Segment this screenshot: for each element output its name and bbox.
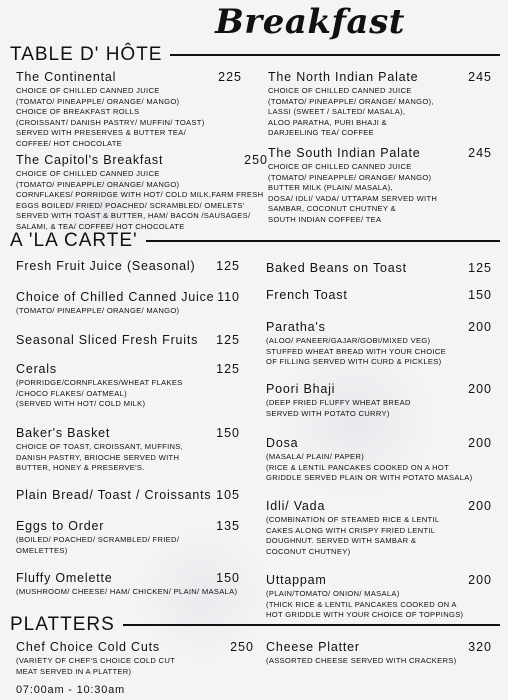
item-name: Seasonal Sliced Fresh Fruits xyxy=(16,333,199,347)
item-description xyxy=(16,442,240,474)
description-line: (BOILED/ POACHED/ SCRAMBLED/ FRIED/ xyxy=(16,535,180,544)
item-price: 200 xyxy=(468,436,492,450)
menu-item-canned-juice xyxy=(16,290,240,317)
item-price: 150 xyxy=(468,288,492,302)
description-line: /CHOCO FLAKES/ OATMEAL) xyxy=(16,388,127,398)
description-line: DOUGHNUT. SERVED WITH SAMBAR & xyxy=(266,536,417,545)
description-line: BUTTER, HONEY & PRESERVE'S. xyxy=(16,463,145,472)
menu-item-parathas xyxy=(266,320,492,368)
menu-item-cheese-platter xyxy=(266,640,492,667)
item-name: Baked Beans on Toast xyxy=(266,261,407,275)
item-description xyxy=(16,378,240,410)
item-price: 150 xyxy=(216,426,240,440)
item-price: 245 xyxy=(468,70,492,84)
item-price: 105 xyxy=(216,488,240,502)
menu-item-french-toast xyxy=(266,288,492,302)
description-line: (RICE & LENTIL PANCAKES COOKED ON A HOT xyxy=(266,462,450,472)
description-line: EGGS BOILED/ FRIED/ POACHED/ SCRAMBLED/ OMELETS' xyxy=(16,200,245,210)
item-price: 125 xyxy=(216,362,240,376)
description-line: CHOICE OF CHILLED CANNED JUICE xyxy=(16,86,160,95)
description-line: (TOMATO/ PINEAPPLE/ ORANGE/ MANGO) xyxy=(268,172,432,182)
description-line: (CROISSANT/ DANISH PASTRY/ MUFFIN/ TOAST) xyxy=(16,117,205,127)
item-price: 245 xyxy=(468,146,492,160)
item-description xyxy=(16,169,268,232)
description-line: (VARIETY OF CHEF'S CHOICE COLD CUT xyxy=(16,656,176,665)
item-name: Cerals xyxy=(16,362,57,376)
description-line: CAKES ALONG WITH CRISPY FRIED LENTIL xyxy=(266,525,436,535)
item-price: 125 xyxy=(468,261,492,275)
menu-item-baked-beans xyxy=(266,261,492,275)
description-line: DARJEELING TEA/ COFFEE xyxy=(268,128,375,137)
description-line: (PLAIN/TOMATO/ ONION/ MASALA) xyxy=(266,589,400,598)
item-price: 320 xyxy=(468,640,492,654)
description-line: SAMBAR, COCONUT CHUTNEY & xyxy=(268,204,396,213)
description-line: (TOMATO/ PINEAPPLE/ ORANGE/ MANGO) xyxy=(16,96,180,106)
item-price: 250 xyxy=(244,153,268,167)
description-line: CORNFLAKES/ PORRIDGE WITH HOT/ COLD MILK,FARM FRESH xyxy=(16,190,264,199)
item-price: 200 xyxy=(468,573,492,587)
description-line: GRIDDLE SERVED PLAIN OR WITH POTATO MASALA) xyxy=(266,473,473,482)
section-heading-table-dhote xyxy=(10,44,500,66)
item-price: 125 xyxy=(216,259,240,273)
description-line: COCONUT CHUTNEY) xyxy=(266,546,351,556)
item-name: Fresh Fruit Juice (Seasonal) xyxy=(16,259,196,273)
menu-item-south-indian-palate xyxy=(268,146,492,225)
divider xyxy=(146,240,500,242)
item-description xyxy=(266,515,492,557)
description-line: (TOMATO/ PINEAPPLE/ ORANGE/ MANGO) xyxy=(16,306,180,315)
menu-item-cerals xyxy=(16,362,240,410)
item-description xyxy=(16,306,240,317)
menu-item-capitols-breakfast xyxy=(16,153,268,232)
item-description xyxy=(16,656,254,677)
section-label: PLATTERS xyxy=(10,614,115,635)
serving-hours: 07:00am - 10:30am xyxy=(16,684,125,696)
description-line: SALAMI, & TEA/ COFFEE/ HOT CHOCOLATE xyxy=(16,221,185,231)
description-line: BUTTER MILK (PLAIN/ MASALA), xyxy=(268,183,393,192)
item-description xyxy=(16,86,242,149)
item-name: Cheese Platter xyxy=(266,640,360,654)
description-line: DOSA/ IDLI/ VADA/ UTTAPAM SERVED WITH xyxy=(268,193,438,203)
description-line: SERVED WITH POTATO CURRY) xyxy=(266,408,390,418)
item-price: 250 xyxy=(230,640,254,654)
item-name: Choice of Chilled Canned Juice xyxy=(16,290,215,304)
item-description xyxy=(266,398,492,419)
divider xyxy=(170,54,500,56)
description-line: (COMBINATION OF STEAMED RICE & LENTIL xyxy=(266,515,440,524)
description-line: COFFEE/ HOT CHOCOLATE xyxy=(16,138,123,148)
item-price: 200 xyxy=(468,320,492,334)
description-line: (SERVED WITH HOT/ COLD MILK) xyxy=(16,399,146,408)
item-description xyxy=(266,452,492,484)
item-description xyxy=(266,656,492,667)
item-name: The Continental xyxy=(16,70,117,84)
item-price: 110 xyxy=(217,290,240,304)
description-line: CHOICE OF TOAST, CROISSANT, MUFFINS, xyxy=(16,442,184,451)
section-label: A 'LA CARTE' xyxy=(10,230,138,251)
description-line: CHOICE OF BREAKFAST ROLLS xyxy=(16,107,140,116)
description-line: OMELETTES) xyxy=(16,545,68,555)
item-name: Uttappam xyxy=(266,573,327,587)
item-name: Fluffy Omelette xyxy=(16,571,113,585)
menu-item-continental xyxy=(16,70,242,149)
description-line: STUFFED WHEAT BREAD WITH YOUR CHOICE xyxy=(266,346,446,356)
description-line: OF FILLING SERVED WITH CURD & PICKLES) xyxy=(266,357,442,366)
menu-item-fresh-fruit-juice xyxy=(16,259,240,273)
section-label: TABLE D' HÔTE xyxy=(10,44,163,65)
description-line: (DEEP FRIED FLUFFY WHEAT BREAD xyxy=(266,398,411,407)
menu-item-fluffy-omelette xyxy=(16,571,240,598)
description-line: ALOO PARATHA, PURI BHAJI & xyxy=(268,117,387,127)
description-line: DANISH PASTRY, BRIOCHE SERVED WITH xyxy=(16,452,180,462)
menu-item-north-indian-palate xyxy=(268,70,492,139)
divider xyxy=(123,624,500,626)
item-name: Plain Bread/ Toast / Croissants xyxy=(16,488,212,502)
item-name: French Toast xyxy=(266,288,348,302)
description-line: (TOMATO/ PINEAPPLE/ ORANGE/ MANGO) xyxy=(16,179,180,189)
description-line: (MASALA/ PLAIN/ PAPER) xyxy=(266,452,365,461)
menu-item-idli-vada xyxy=(266,499,492,557)
item-name: The North Indian Palate xyxy=(268,70,419,84)
item-name: The South Indian Palate xyxy=(268,146,421,160)
description-line: HOT GRIDDLE WITH YOUR CHOICE OF TOPPINGS) xyxy=(266,610,464,619)
item-price: 225 xyxy=(218,70,242,84)
item-name: Idli/ Vada xyxy=(266,499,326,513)
menu-item-eggs-to-order xyxy=(16,519,240,556)
item-name: The Capitol's Breakfast xyxy=(16,153,164,167)
menu-item-seasonal-fruits xyxy=(16,333,240,347)
description-line: (ASSORTED CHEESE SERVED WITH CRACKERS) xyxy=(266,656,457,665)
item-price: 150 xyxy=(216,571,240,585)
item-name: Baker's Basket xyxy=(16,426,111,440)
menu-item-plain-bread xyxy=(16,488,240,502)
description-line: (THICK RICE & LENTIL PANCAKES COOKED ON A xyxy=(266,599,457,609)
item-description xyxy=(268,86,492,139)
description-line: CHOICE OF CHILLED CANNED JUICE xyxy=(268,86,412,95)
menu-item-cold-cuts xyxy=(16,640,254,677)
menu-item-poori-bhaji xyxy=(266,382,492,419)
item-price: 200 xyxy=(468,382,492,396)
item-description xyxy=(16,587,240,598)
item-name: Paratha's xyxy=(266,320,326,334)
item-price: 135 xyxy=(216,519,240,533)
item-price: 125 xyxy=(216,333,240,347)
page-title: Breakfast xyxy=(215,2,405,42)
description-line: (MUSHROOM/ CHEESE/ HAM/ CHICKEN/ PLAIN/ MASALA) xyxy=(16,587,238,596)
menu-item-bakers-basket xyxy=(16,426,240,474)
item-price: 200 xyxy=(468,499,492,513)
item-description xyxy=(266,336,492,368)
description-line: SOUTH INDIAN COFFEE/ TEA xyxy=(268,214,382,224)
description-line: (TOMATO/ PINEAPPLE/ ORANGE/ MANGO), xyxy=(268,96,434,106)
description-line: (ALOO/ PANEER/GAJAR/GOBI/MIXED VEG) xyxy=(266,336,431,345)
description-line: LASSI (SWEET / SALTED/ MASALA), xyxy=(268,107,406,116)
description-line: SERVED WITH PRESERVES & BUTTER TEA/ xyxy=(16,128,187,137)
item-name: Eggs to Order xyxy=(16,519,105,533)
description-line: CHOICE OF CHILLED CANNED JUICE xyxy=(16,169,160,178)
section-heading-platters xyxy=(10,614,500,636)
menu-item-dosa xyxy=(266,436,492,484)
description-line: SERVED WITH TOAST & BUTTER, HAM/ BACON /SAUSAGES/ xyxy=(16,211,251,220)
item-name: Dosa xyxy=(266,436,299,450)
item-name: Chef Choice Cold Cuts xyxy=(16,640,160,654)
item-description xyxy=(16,535,240,556)
description-line: (PORRIDGE/CORNFLAKES/WHEAT FLAKES xyxy=(16,378,183,387)
item-description xyxy=(268,162,492,225)
description-line: CHOICE OF CHILLED CANNED JUICE xyxy=(268,162,412,171)
description-line: MEAT SERVED IN A PLATTER) xyxy=(16,666,132,676)
section-heading-a-la-carte xyxy=(10,230,500,252)
item-name: Poori Bhaji xyxy=(266,382,336,396)
